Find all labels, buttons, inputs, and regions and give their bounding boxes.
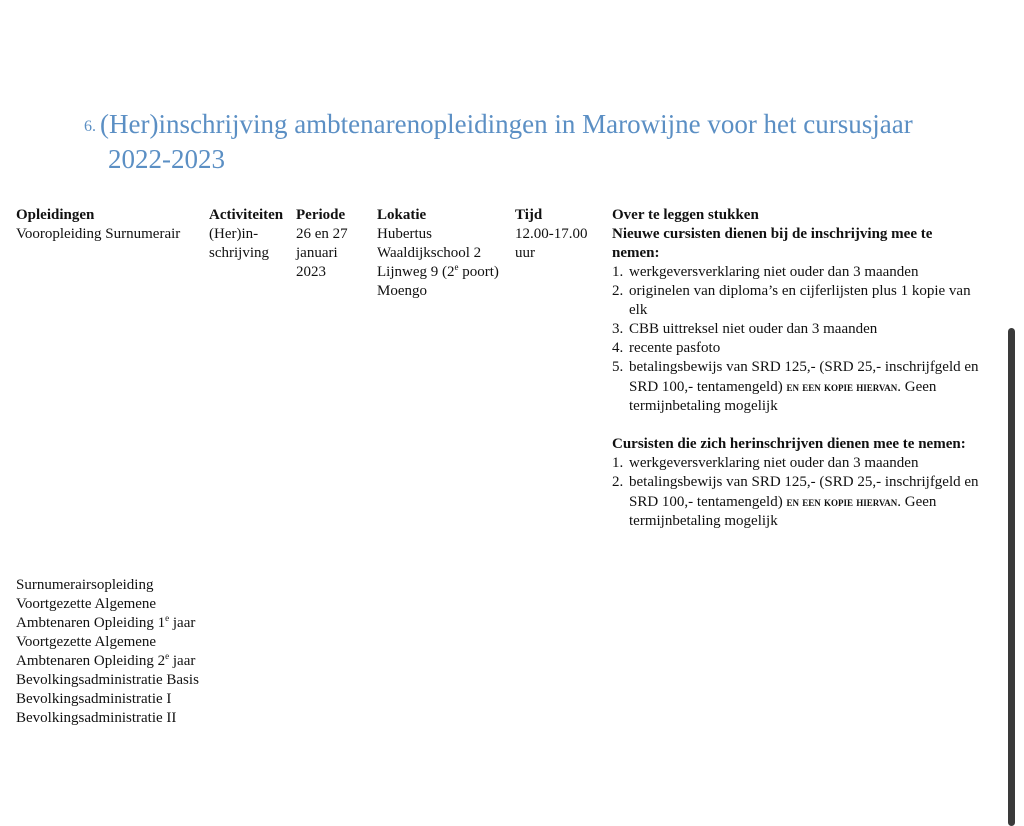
list-item [612, 454, 980, 473]
item-text: werkgeversverklaring niet ouder dan 3 maanden [629, 264, 919, 280]
list-item [612, 358, 980, 416]
column-periode [296, 206, 376, 282]
nieuwe-cursisten-list [612, 263, 980, 416]
section-heading [84, 108, 984, 176]
row1-lokatie-line4: Moengo [377, 283, 427, 299]
opleiding-text: Voortgezette Algemene Ambtenaren Opleiding 1 [16, 596, 166, 631]
header-activiteiten: Activiteiten [209, 207, 284, 223]
opleiding-vaao-2 [16, 633, 201, 671]
item-text: CBB uittreksel niet ouder dan 3 maanden [629, 321, 878, 337]
item-emphasis: en een kopie hiervan [786, 379, 898, 394]
item-text: originelen van diploma’s en cijferlijsten plus 1 kopie van elk [629, 283, 971, 318]
list-item [612, 282, 980, 320]
row1-tijd-line1: 12.00-17.00 [515, 226, 588, 242]
list-item [612, 473, 980, 531]
item-text-end: . Geen termijnbetaling mogelijk [629, 494, 937, 529]
list-item [612, 339, 980, 358]
vertical-scrollbar[interactable] [1008, 328, 1015, 826]
list-item [612, 263, 980, 282]
lokatie-line3-sup: e [454, 262, 459, 272]
row1-tijd-line2: uur [515, 245, 535, 261]
lokatie-line3-post: poort) [458, 264, 499, 280]
section-number: 6. [84, 118, 96, 135]
column-lokatie [377, 206, 517, 301]
row1-activiteit-line1: (Her)in- [209, 226, 259, 242]
opleiding-bevolking-basis: Bevolkingsadministratie Basis [16, 672, 199, 688]
header-stukken: Over te leggen stukken [612, 207, 759, 223]
opleiding-text-end: jaar [169, 653, 196, 669]
row1-lokatie-line1: Hubertus [377, 226, 432, 242]
item-text: betalingsbewijs van SRD 125,- (SRD 25,- inschrijfgeld en SRD 100,- tentamengeld) [629, 359, 979, 395]
item-text-end: . Geen termijnbetaling mogelijk [629, 379, 937, 414]
lokatie-line3-pre: Lijnweg 9 (2 [377, 264, 455, 280]
item-number: 5. [612, 359, 624, 375]
row1-activiteit-line2: schrijving [209, 245, 269, 261]
opleiding-surnumerairsopleiding: Surnumerairsopleiding [16, 577, 154, 593]
opleidingen-list [16, 576, 201, 728]
row1-periode-line3: 2023 [296, 264, 326, 280]
opleiding-bevolking-1: Bevolkingsadministratie I [16, 691, 172, 707]
item-emphasis: en een kopie hiervan [786, 494, 898, 509]
opleiding-text: Voortgezette Algemene Ambtenaren Opleiding 2 [16, 634, 166, 669]
header-opleidingen: Opleidingen [16, 207, 95, 223]
column-activiteiten [209, 206, 299, 263]
item-text: betalingsbewijs van SRD 125,- (SRD 25,- inschrijfgeld en SRD 100,- tentamengeld) [629, 474, 979, 510]
column-stukken [612, 206, 980, 531]
row1-lokatie-line2: Waaldijkschool 2 [377, 245, 482, 261]
item-number: 1. [612, 264, 624, 280]
item-number: 1. [612, 455, 624, 471]
item-text: werkgeversverklaring niet ouder dan 3 maanden [629, 455, 919, 471]
item-text: recente pasfoto [629, 340, 721, 356]
opleiding-text-end: jaar [169, 615, 196, 631]
list-item [612, 320, 980, 339]
header-periode: Periode [296, 207, 346, 223]
herinschrijven-title: Cursisten die zich herinschrijven dienen mee te nemen: [612, 436, 966, 452]
header-lokatie: Lokatie [377, 207, 427, 223]
item-number: 2. [612, 474, 624, 490]
item-number: 4. [612, 340, 624, 356]
row1-periode-line2: januari [296, 245, 338, 261]
item-number: 3. [612, 321, 624, 337]
column-tijd [515, 206, 610, 263]
row1-periode-line1: 26 en 27 [296, 226, 348, 242]
column-opleidingen [16, 206, 206, 244]
opleiding-bevolking-2: Bevolkingsadministratie II [16, 710, 177, 726]
row1-lokatie-line3 [377, 263, 517, 282]
nieuwe-cursisten-title: Nieuwe cursisten dienen bij de inschrijving mee te nemen: [612, 226, 933, 261]
opleiding-sup: e [165, 651, 170, 661]
item-number: 2. [612, 283, 624, 299]
opleiding-vaao-1 [16, 595, 201, 633]
opleiding-sup: e [165, 613, 170, 623]
section-title-line2: 2022-2023 [108, 144, 225, 174]
herinschrijven-list [612, 454, 980, 531]
section-title-line1: (Her)inschrijving ambtenarenopleidingen in Marowijne voor het cursusjaar [100, 109, 913, 139]
row1-opleiding: Vooropleiding Surnumerair [16, 226, 181, 242]
header-tijd: Tijd [515, 207, 543, 223]
